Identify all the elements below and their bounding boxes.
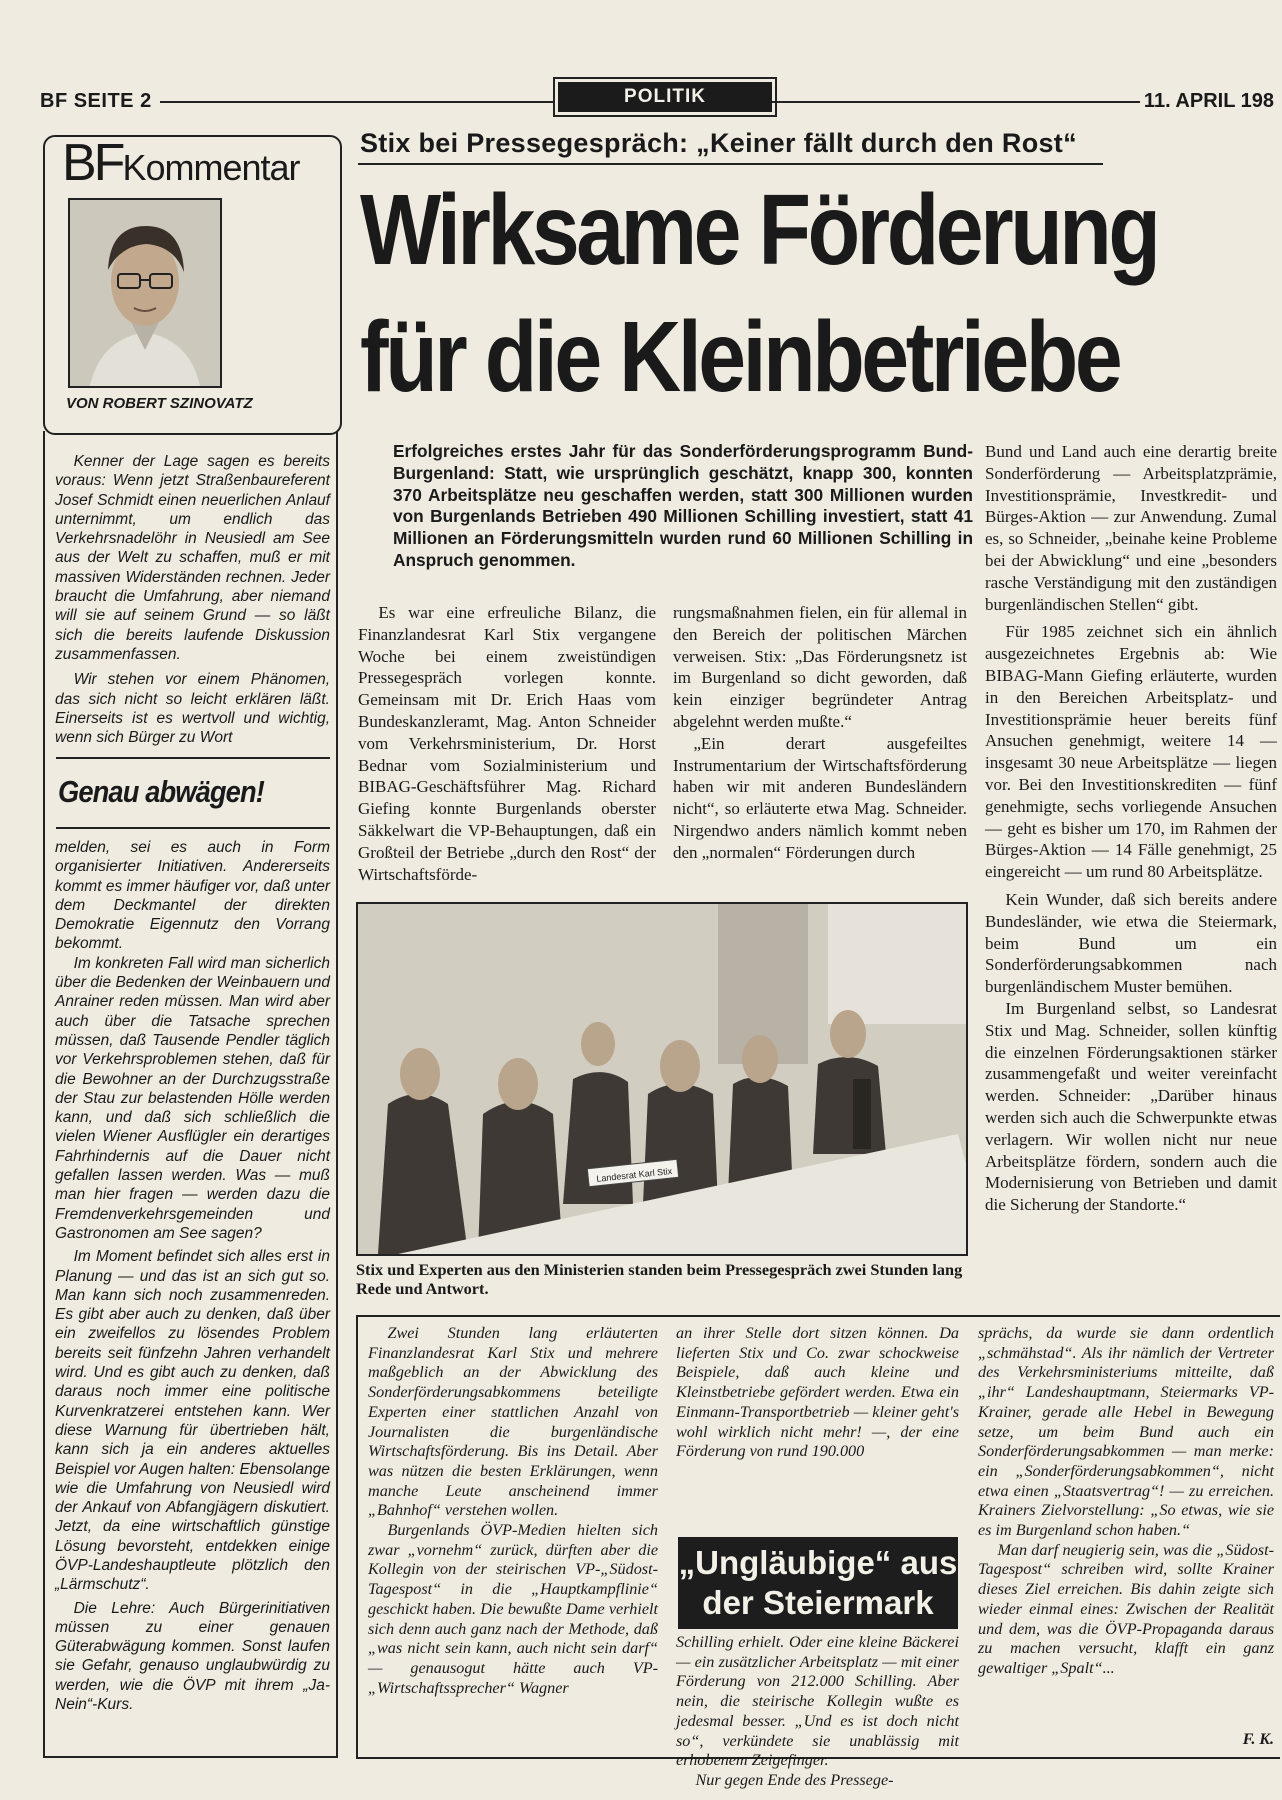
- glosse-column-2-top: [676, 1324, 959, 1462]
- glosse-column-1: [368, 1324, 658, 1698]
- author-portrait: [68, 198, 222, 388]
- kommentar-title-rest: Kommentar: [122, 147, 300, 188]
- headline-line-2: für die Kleinbetriebe: [360, 301, 1120, 413]
- glosse-paragraph: Burgenlands ÖVP-Medien hielten sich zwar „vornehm“ zurück, dürften aber die Kollegin von der steirischen VP-„Südost-Tagespost“ in die „Hauptkampflinie“ geschickt haben. Die bewußte Dame verhielt sich denn auch ganz nach der Methode, daß „was nicht sein kann, auch nicht sein darf“ — genausogut hätte auch VP-„Wirtschaftssprecher“ Wagner: [368, 1521, 658, 1697]
- press-conference-photo: [356, 902, 968, 1256]
- kommentar-byline: VON ROBERT SZINOVATZ: [66, 395, 253, 412]
- author-portrait-drawing: [70, 200, 220, 386]
- article-column-2: [673, 602, 967, 864]
- article-paragraph: rungsmaßnahmen fielen, ein für allemal in den Bereich der politischen Märchen verweisen. Stix: „Das Förderungsnetz ist im Burgenland so dicht geworden, daß kein einziger begründeter Antrag abgelehnt werden mußte.“: [673, 603, 967, 731]
- header-rule-right: [772, 101, 1140, 103]
- kommentar-subhead: Genau abwägen!: [58, 774, 264, 809]
- article-paragraph: Im Burgenland selbst, so Landesrat Stix und Mag. Schneider, sollen künftig die einzelnen Förderungsaktionen stärker zusammengefaßt und weiter vereinfacht werden. Schneider: „Darüber hinaus werden sich auch die Schwerpunkte etwas verlagern. Wir wollen nicht nur neue Arbeitsplätze fördern, sondern auch die Modernisierung von Betrieben und damit die Sicherung der Standorte.“: [985, 998, 1277, 1215]
- glosse-headline-box: „Ungläubige“ aus der Steiermark: [678, 1537, 958, 1629]
- headline-line-1: Wirksame Förderung: [360, 174, 1158, 286]
- kommentar-divider-top: [56, 757, 330, 759]
- kicker-underline: [358, 163, 1103, 165]
- glosse-paragraph: Zwei Stunden lang erläuterten Finanzlandesrat Karl Stix und mehrere maßgeblich an der Abwicklung des Sonderförderungsabkommens beteiligte Experten einer stattlichen Anzahl von Journalisten die burgenländische Wirtschaftsförderung. Bis ins Detail. Aber was nützen die besten Erklärungen, wenn manche Leute anscheinend immer „Bahnhof“ verstehen wollen.: [368, 1324, 658, 1520]
- glosse-signature: F. K.: [1242, 1731, 1274, 1748]
- kommentar-divider-bottom: [56, 827, 330, 829]
- glosse-paragraph: Man darf neugierig sein, was die „Südost-Tagespost“ schreiben wird, sollte Krainer dieses Ziel erreichen. Bis dahin zeigte sich wieder einmal eines: Zwischen der Realität und dem, was die ÖVP-Propaganda daraus zu machen versucht, klafft ein ganz gewaltiger „Spalt“...: [978, 1540, 1274, 1677]
- photo-caption: Stix und Experten aus den Ministerien standen beim Pressegespräch zwei Stunden lang Rede und Antwort.: [356, 1260, 963, 1298]
- article-paragraph: Es war eine erfreuliche Bilanz, die Finanzlandesrat Karl Stix vergangene Woche bei einem zweistündigen Pressegespräch vorlegen konnte. Gemeinsam mit Dr. Erich Haas vom Bundeskanzleramt, Mag. Anton Schneider vom Verkehrsministerium, Dr. Horst Bednar vom Sozialministerium und BIBAG-Geschäftsführer Mag. Richard Giefing konnte Burgenlands oberster Säkkelwart die VP-Behauptungen, daß ein Großteil der Betriebe „durch den Rost“ der Wirtschaftsförde-: [358, 603, 656, 884]
- header-rule-left: [160, 101, 558, 103]
- table-nameplate: Landesrat Karl Stix: [595, 1165, 673, 1184]
- kommentar-text-bottom: [55, 838, 330, 1714]
- glosse-column-3: [978, 1324, 1274, 1679]
- kommentar-paragraph: Im konkreten Fall wird man sicherlich über die Bedenken der Weinbauern und Anrainer reden müssen. Man wird aber auch über die Tatsache sprechen müssen, daß Tausende Pendler täglich vor Verkehrsproblemen stehen, daß für die Bewohner an der Durchzugsstraße der Stau zur belastenden Hölle werden kann, und daß sich schließlich die vielen Wiener Ausflügler ein derartiges Fahrhindernis auf die Dauer nicht gefallen lassen werden. Was — muß man hier fragen — werden dazu die Fremdenverkehrsgemeinden und Gastronomen am See sagen?: [55, 954, 330, 1242]
- article-column-1: [358, 602, 656, 885]
- glosse-paragraph: sprächs, da wurde sie dann ordentlich „schmähstad“. Als ihr nämlich der Vertreter des Verkehrsministeriums mitteilte, daß „ihr“ Landeshauptmann, Steiermarks VP-Krainer, gerade alle Hebel in Bewegung setze, um beim Bund auch ein Sonderförderungsabkommen — man merke: ein „Sonderförderungsabkommen“, nicht etwa einen „Staatsvertrag“! — zu erreichen. Krainers Zielvorstellung: „So etwas, wie sie es im Burgenland schon haben.“: [978, 1324, 1274, 1540]
- article-paragraph: Für 1985 zeichnet sich ein ähnlich ausgezeichnetes Ergebnis ab: Wie BIBAG-Mann Giefing erläuterte, wurden in den Bereichen Arbeitsplatz- und Investitionsprämie heuer bereits fünf Ansuchen genehmigt, weitere 14 — insgesamt 30 neue Arbeitsplätze — liegen vor. Bei den Investitionskrediten — fünf genehmigte, sechs vorliegende Ansuchen — geht es bisher um 170, im Rahmen der Bürges-Aktion — 14 Fälle genehmigt, 25 eingereicht — um rund 80 Arbeitsplätze.: [985, 622, 1277, 882]
- section-label: POLITIK: [558, 82, 772, 112]
- article-paragraph: Kein Wunder, daß sich bereits andere Bundesländer, wie etwa die Steiermark, beim Bund um ein Sonderförderungsabkommen nach burgenländischem Muster bemühen.: [985, 889, 1277, 997]
- kommentar-title: [62, 133, 300, 193]
- page-label: BF SEITE 2: [40, 90, 152, 112]
- kommentar-paragraph: Im Moment befindet sich alles erst in Planung — und das ist an sich gut so. Man kann sich noch zusammenreden. Es gibt aber auch zu denken, daß über ein zweifellos zu lösendes Problem bereits seit fünfzehn Jahren verhandelt wird. Und es gibt auch zu denken, daß daraus noch immer eine politische Kurvenkratzerei entstehen kann. Wer diese Warnung für übertrieben hält, kann sich ja ein anderes aktuelles Beispiel vor Augen halten: Ebensolange wie die Umfahrung von Neusiedl wird der Ankauf von Abfangjägern diskutiert. Jetzt, da eine wirtschaftlich günstige Lösung bevorsteht, entdekken einige ÖVP-Landeshauptleute plötzlich den „Lärmschutz“.: [55, 1248, 330, 1594]
- kommentar-paragraph: Die Lehre: Auch Bürgerinitiativen müssen zu einer genauen Güterabwägung kommen. Sonst laufen sie Gefahr, genauso unglaubwürdig zu werden, wie die ÖVP mit ihrem „Ja-Nein“-Kurs.: [55, 1599, 330, 1714]
- press-conference-drawing: [358, 904, 966, 1254]
- kommentar-title-bf: BF: [62, 134, 123, 192]
- issue-date: 11. APRIL 198: [1143, 90, 1274, 112]
- article-paragraph: Bund und Land auch eine derartig breite Sonderförderung — Arbeitsplatzprämie, Investitionsprämie, Investkredit- und Bürges-Aktion — zur Anwendung. Zumal es, so Schneider, „beinahe keine Probleme bei der Abwicklung“ und eine „besonders rasche Verständigung mit den zuständigen burgenländischen Stellen“ gibt.: [985, 442, 1277, 614]
- glosse-paragraph: Nur gegen Ende des Pressege-: [695, 1770, 894, 1789]
- article-lead: Erfolgreiches erstes Jahr für das Sonderförderungsprogramm Bund-Burgenland: Statt, wie ursprünglich geschätzt, knapp 300, konnten 370 Arbeitsplätze neu geschaffen werden, statt 300 Millionen wurden von Burgenlands Betrieben 490 Millionen Schilling investiert, statt 41 Millionen an Förderungsmitteln wurden rund 60 Millionen Schilling in Anspruch genommen.: [393, 441, 973, 570]
- glosse-paragraph: an ihrer Stelle dort sitzen können. Da lieferten Stix und Co. zwar schockweise Beispiele, daß auch kleine und Kleinstbetriebe gefördert werden. Etwa ein Einmann-Transportbetrieb — kleiner geht's wohl wirklich nicht mehr! —, der eine Förderung von rund 190.000: [676, 1324, 959, 1461]
- article-kicker: Stix bei Pressegespräch: „Keiner fällt durch den Rost“: [360, 128, 1077, 158]
- kommentar-paragraph: melden, sei es auch in Form organisierter Initiativen. Andererseits kommt es immer häufiger vor, daß unter dem Deckmantel der direkten Demokratie Eigennutz den Vorrang bekommt.: [55, 839, 330, 953]
- article-paragraph: „Ein derart ausgefeiltes Instrumentarium der Wirtschaftsförderung haben wir mit anderen Bundesländern nicht“, so erläuterte etwa Mag. Schneider. Nirgendwo anders nämlich kommt neben den „normalen“ Förderungen durch: [673, 733, 967, 862]
- glosse-column-2-bottom: [676, 1633, 959, 1791]
- kommentar-paragraph: Kenner der Lage sagen es bereits voraus: Wenn jetzt Straßenbaureferent Josef Schmidt einen neuerlichen Anlauf unternimmt, um endlich das Verkehrsnadelöhr in Neusiedl am See aus der Welt zu schaffen, muß er mit massiven Widerständen rechnen. Jeder braucht die Umfahrung, aber niemand will sie auf seinem Grund — so läßt sich die bereits laufende Diskussion zusammenfassen.: [55, 453, 330, 663]
- kommentar-text-top: [55, 452, 330, 747]
- glosse-paragraph: Schilling erhielt. Oder eine kleine Bäckerei — ein zusätzlicher Arbeitsplatz — mit einer Förderung von 212.000 Schilling. Aber nein, die steirische Kollegin wußte es jedesmal besser. „Und es ist doch nicht so“, verkündete sie unablässig mit erhobenem Zeigefinger.: [676, 1633, 959, 1770]
- article-column-3: [985, 441, 1277, 1216]
- kommentar-paragraph: Wir stehen vor einem Phänomen, das sich nicht so leicht erklären läßt. Einerseits ist es wertvoll und wichtig, wenn sich Bürger zu Wort: [55, 671, 330, 747]
